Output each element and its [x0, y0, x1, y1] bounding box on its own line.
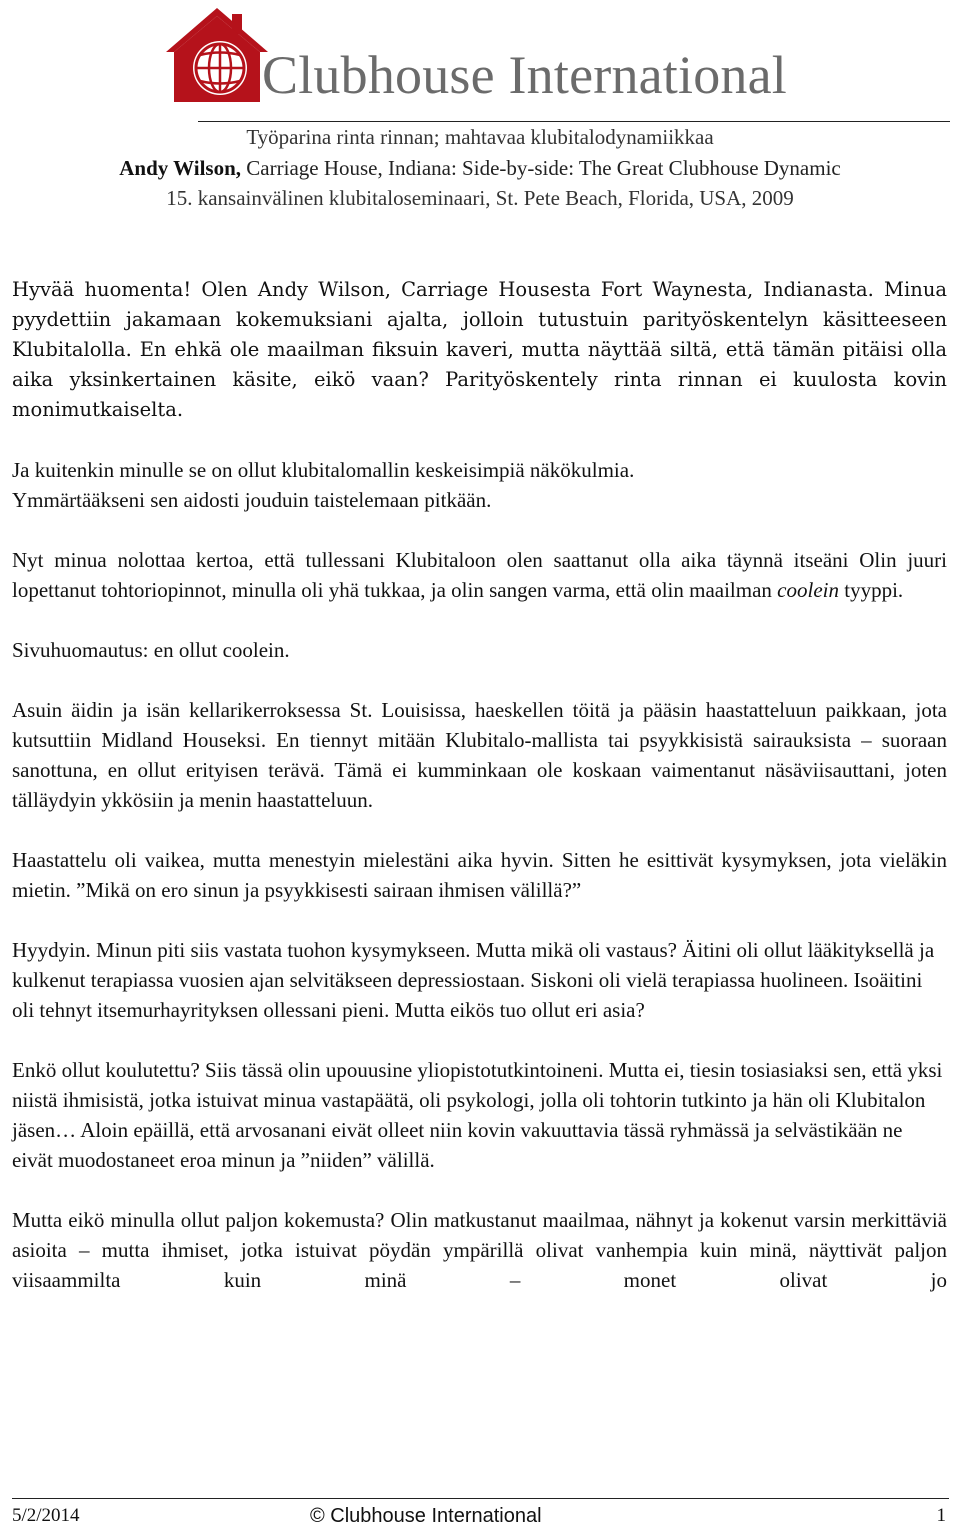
talk-description: Carriage House, Indiana: Side-by-side: The Great Clubhouse Dynamic: [246, 156, 841, 180]
paragraph-3-text: Nyt minua nolottaa kertoa, että tullessani Klubitaloon olen saattanut olla aika täynnä itseäni Olin juuri lopettanut tohtoriopinnot, minulla oli yhä tukkaa, ja olin sangen varma, että olin maailman: [12, 548, 947, 602]
header-divider: [198, 121, 950, 122]
paragraph-7: Hyydyin. Minun piti siis vastata tuohon kysymykseen. Mutta mikä oli vastaus? Äitini oli ollut lääkityksellä ja kulkenut terapiassa vuosien ajan selvitäkseen depressiostaan. Siskoni oli vielä terapiassa huolineen. Isoäitini oli tehnyt itsemurhayrityksen ollessani pieni. Mutta eikös tuo ollut eri asia?: [12, 938, 935, 1022]
event-line: 15. kansainvälinen klubitaloseminaari, St. Pete Beach, Florida, USA, 2009: [166, 186, 794, 210]
paragraph-8: Enkö ollut koulutettu? Siis tässä olin upouusine yliopistotutkintoineni. Mutta ei, tiesin tosiasiaksi sen, että yksi niistä ihmisistä, jotka istuivat minua vastapäätä, oli psykologi, jolla oli tohtorin tutkinto ja hän oli Klubitalon jäsen… Aloin epäillä, että arvosanani eivät olleet niin kovin vakuuttavia tässä ryhmässä ja selvästikään ne eivät muodostaneet eroa minun ja ”niiden” välillä.: [12, 1058, 943, 1172]
footer-divider: [12, 1498, 949, 1499]
paragraph-3-end: tyyppi.: [844, 578, 904, 602]
footer-date: 5/2/2014: [12, 1505, 80, 1526]
footer-copyright: © Clubhouse International: [310, 1505, 542, 1527]
paragraph-5: Asuin äidin ja isän kellarikerroksessa St. Louisissa, haeskellen töitä ja pääsin haastatteluun paikkaan, jota kutsuttiin Midland Houseksi. En tiennyt mitään Klubitalo-mallista tai psyykkisistä sairauksista – suoraan sanottuna, en ollut erityisen terävä. Tämä ei kumminkaan ole koskaan vaimentanut näsäviisauttani, joten tälläydyin ykkösiin ja menin haastatteluun.: [12, 698, 947, 812]
paragraph-1: Hyvää huomenta! Olen Andy Wilson, Carriage Housesta Fort Waynesta, Indianasta. Minua pyydettiin jakamaan kokemuksiani ajalta, jolloin tutustuin parityöskentelyn käsitteeseen Klubitalolla. En ehkä ole maailman fiksuin kaveri, mutta näyttää siltä, että tämän pitäisi olla aika yksinkertainen käsite, eikö vaan? Parityöskentely rinta rinnan ei kuulosta kovin monimutkaiselta.: [12, 278, 947, 421]
paragraph-9: Mutta eikö minulla ollut paljon kokemusta? Olin matkustanut maailmaa, nähnyt ja kokenut varsin merkittäviä asioita – mutta ihmiset, jotka istuivat pöydän ympärillä olivat vanhempia kuin minä, näyttivät paljon viisaammilta kuin minä – monet olivat jo: [12, 1208, 947, 1292]
paragraph-2-line-1: Ja kuitenkin minulle se on ollut klubitalomallin keskeisimpiä näkökulmia.: [12, 458, 635, 482]
logo-wordmark: Clubhouse International: [262, 45, 787, 105]
document-body: [12, 275, 947, 1325]
clubhouse-house-globe-icon: [162, 2, 272, 104]
paragraph-2: [12, 455, 947, 515]
document-subtitle: Työparina rinta rinnan; mahtavaa klubitalodynamiikkaa: [246, 125, 714, 149]
paragraph-4: Sivuhuomautus: en ollut coolein.: [12, 638, 290, 662]
paragraph-2-line-2: Ymmärtääkseni sen aidosti jouduin taistelemaan pitkään.: [12, 488, 492, 512]
talk-title: [0, 156, 960, 181]
page-number: 1: [936, 1505, 946, 1526]
paragraph-3: [12, 545, 947, 605]
paragraph-6: Haastattelu oli vaikea, mutta menestyin mielestäni aika hyvin. Sitten he esittivät kysymyksen, jota vieläkin mietin. ”Mikä on ero sinun ja psyykkisesti sairaan ihmisen välillä?”: [12, 848, 947, 902]
emphasis-coolein: coolein: [777, 578, 839, 602]
speaker-name: Andy Wilson,: [119, 156, 242, 180]
